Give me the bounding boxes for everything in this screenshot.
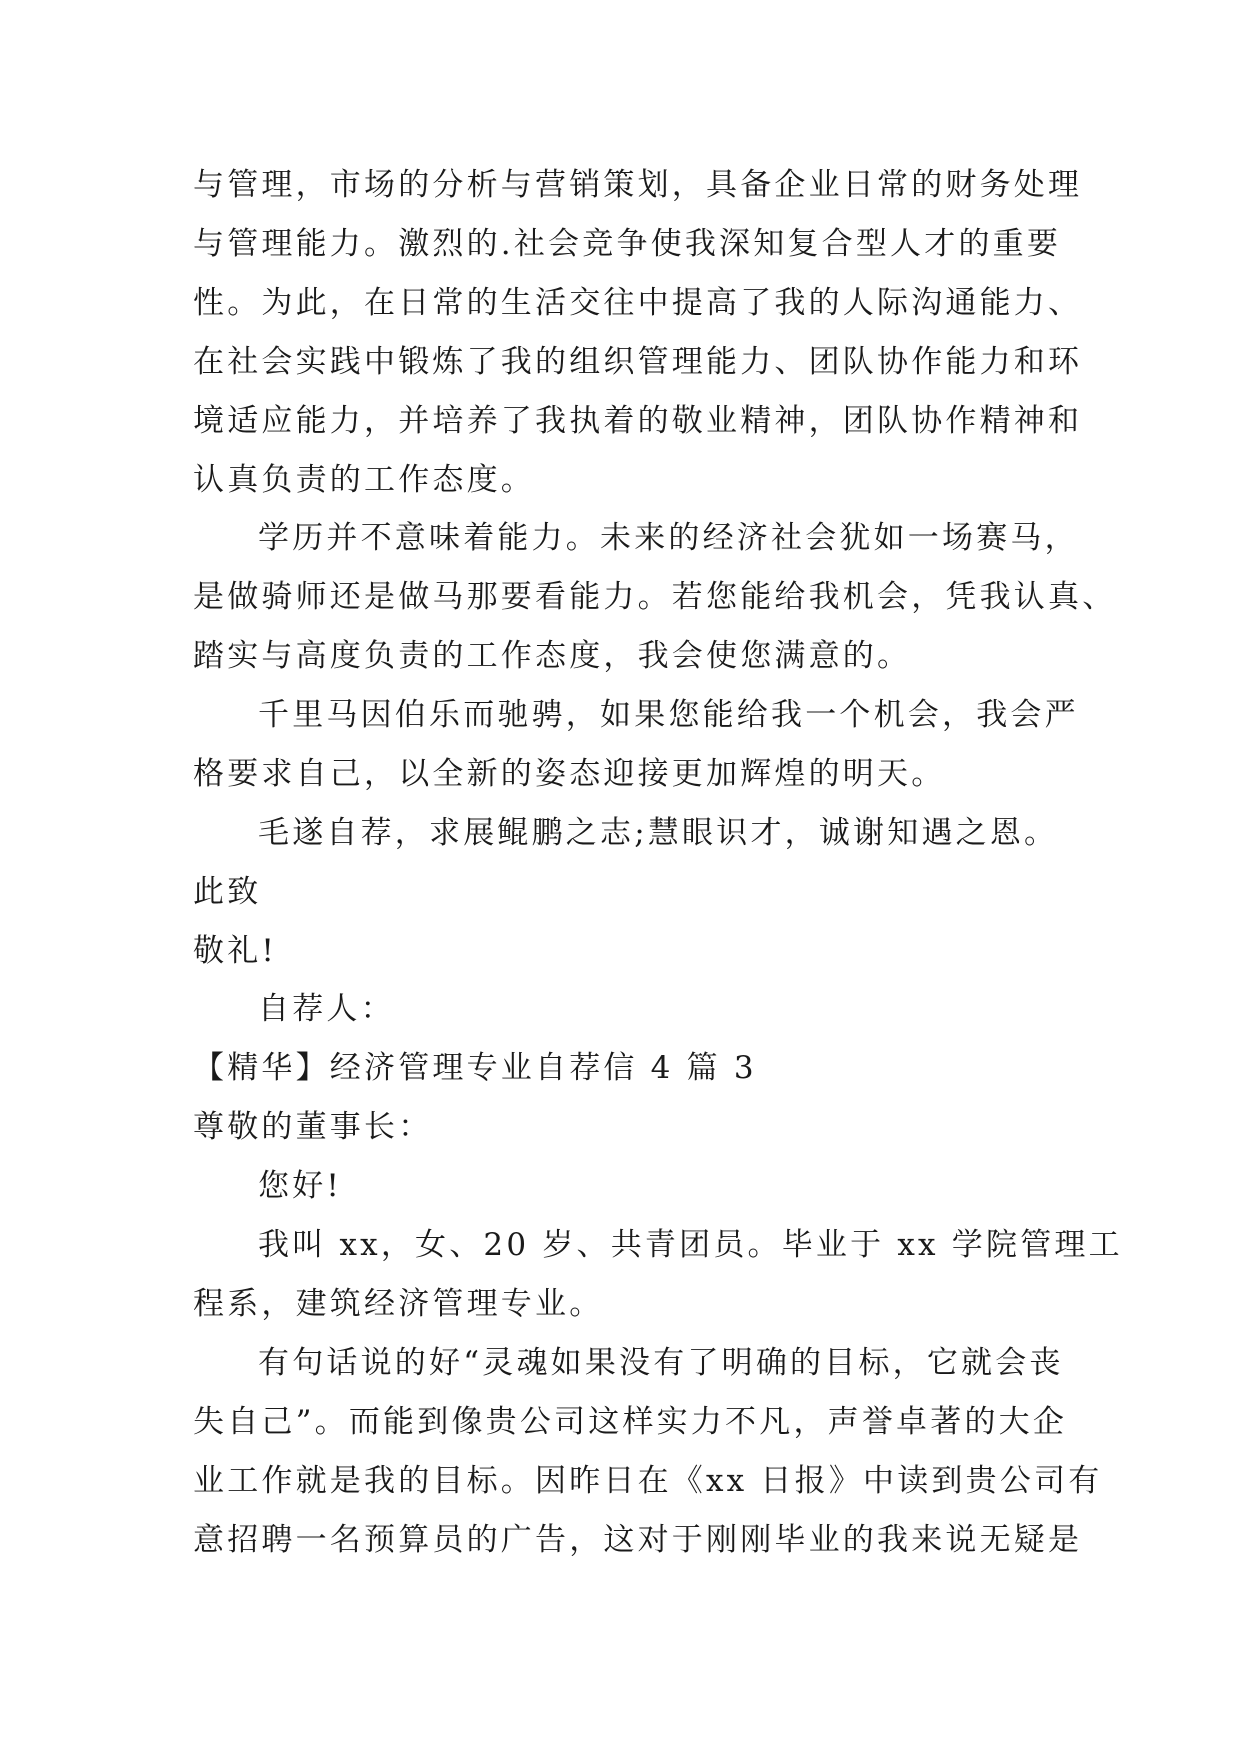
section-heading: 【精华】经济管理专业自荐信 4 篇 3 [193, 1050, 757, 1086]
text-line: 格要求自己，以全新的姿态迎接更加辉煌的明天。 [193, 756, 946, 792]
text-line: 失自己”。而能到像贵公司这样实力不凡，声誉卓著的大企 [193, 1404, 1068, 1440]
signature-line: 自荐人： [258, 991, 395, 1027]
paragraph-start-line: 千里马因伯乐而驰骋，如果您能给我一个机会，我会严 [258, 697, 1079, 733]
paragraph-start-line: 有句话说的好“灵魂如果没有了明确的目标，它就会丧 [258, 1345, 1064, 1381]
salutation-line: 敬礼! [193, 933, 278, 969]
text-line: 境适应能力，并培养了我执着的敬业精神，团队协作精神和 [193, 403, 1083, 439]
closing-line: 此致 [193, 874, 262, 910]
text-line: 在社会实践中锻炼了我的组织管理能力、团队协作能力和环 [193, 344, 1083, 380]
text-line: 意招聘一名预算员的广告，这对于刚刚毕业的我来说无疑是 [193, 1522, 1083, 1558]
text-line: 与管理，市场的分析与营销策划，具备企业日常的财务处理 [193, 167, 1083, 203]
text-line: 与管理能力。激烈的.社会竞争使我深知复合型人才的重要 [193, 226, 1062, 262]
paragraph-start-line: 学历并不意味着能力。未来的经济社会犹如一场赛马， [258, 520, 1079, 556]
paragraph-start-line: 毛遂自荐，求展鲲鹏之志;慧眼识才，诚谢知遇之恩。 [258, 815, 1059, 851]
paragraph-start-line: 我叫 xx，女、20 岁、共青团员。毕业于 xx 学院管理工 [258, 1227, 1123, 1263]
text-line: 程系，建筑经济管理专业。 [193, 1286, 604, 1322]
text-line: 性。为此，在日常的生活交往中提高了我的人际沟通能力、 [193, 285, 1083, 321]
text-line: 认真负责的工作态度。 [193, 462, 535, 498]
paragraph-start-line: 您好! [258, 1168, 343, 1204]
text-line: 是做骑师还是做马那要看能力。若您能给我机会，凭我认真、 [193, 579, 1117, 615]
greeting-line: 尊敬的董事长： [193, 1109, 433, 1145]
text-line: 踏实与高度负责的工作态度，我会使您满意的。 [193, 638, 912, 674]
text-line: 业工作就是我的目标。因昨日在《xx 日报》中读到贵公司有 [193, 1463, 1103, 1499]
